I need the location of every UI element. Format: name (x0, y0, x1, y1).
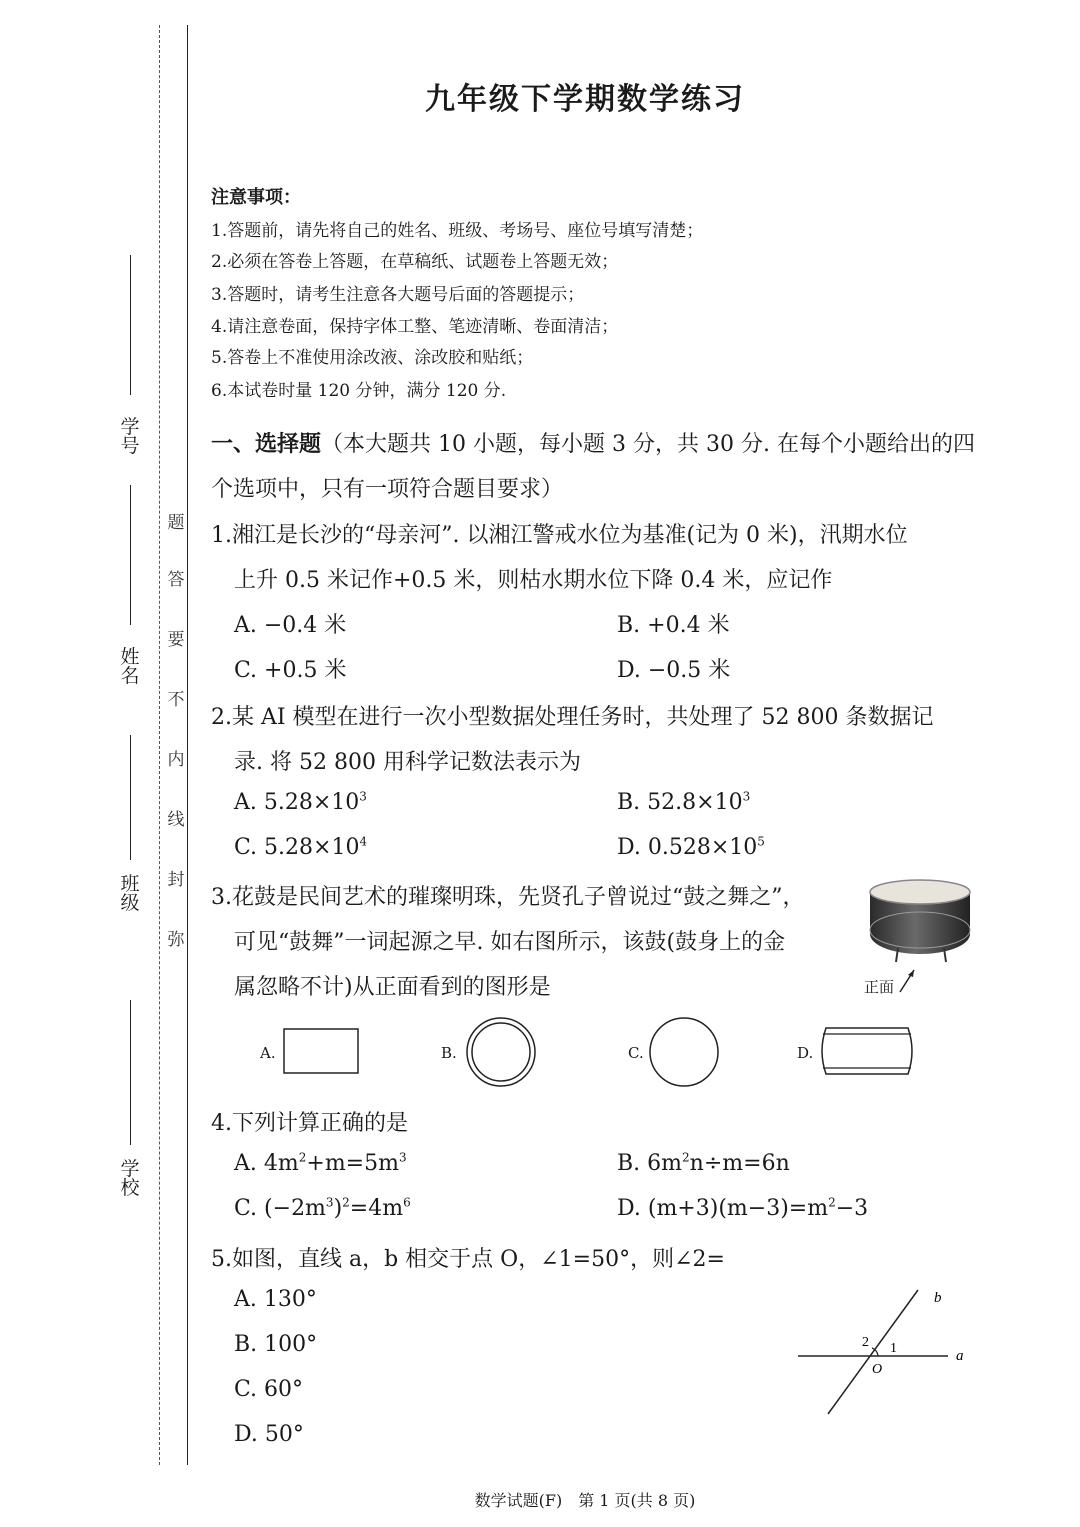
q1-option-b[interactable]: B. +0.4 米 (617, 613, 730, 638)
notice-item: 3.答题时，请考生注意各大题号后面的答题提示； (211, 285, 585, 305)
question-2-stem-cont: 录. 将 52 800 用科学记数法表示为 (234, 750, 581, 775)
q5-option-c[interactable]: C. 60° (234, 1377, 304, 1402)
angle-2-label: 2 (862, 1335, 869, 1350)
page-title: 九年级下学期数学练习 (425, 82, 745, 117)
q3-option-b-double-circle[interactable] (465, 1016, 537, 1088)
student-id-blank[interactable] (130, 255, 131, 395)
notice-item: 2.必须在答卷上答题，在草稿纸、试题卷上答题无效； (211, 252, 619, 272)
drum-front-label: 正面 (864, 978, 895, 996)
school-label: 学 校 (120, 1158, 140, 1199)
school-blank[interactable] (130, 1000, 131, 1145)
question-1-stem: 1.湘江是长沙的“母亲河”. 以湘江警戒水位为基准(记为 0 米)，汛期水位 (211, 523, 908, 548)
line-b (828, 1290, 918, 1414)
q3-option-d-barrel[interactable] (820, 1024, 916, 1078)
q3-option-a-label[interactable]: A. (260, 1044, 276, 1062)
question-4-stem: 4.下列计算正确的是 (211, 1111, 408, 1136)
q4-option-a[interactable]: A. $4m^2+m=5m^3$ (234, 1150, 407, 1176)
notice-item: 4.请注意卷面，保持字体工整、笔迹清晰、卷面清洁； (211, 317, 619, 337)
page-footer: 数学试题(F) 第 1 页(共 8 页) (474, 1491, 696, 1510)
q2-option-d[interactable]: D. $0.528\times 10^5$ (617, 834, 765, 860)
notice-heading: 注意事项： (211, 187, 301, 208)
name-blank[interactable] (130, 485, 131, 625)
seal-char: 答 (167, 570, 185, 590)
q2-option-a[interactable]: A. $5.28\times 10^3$ (234, 789, 367, 815)
q5-option-d[interactable]: D. 50° (234, 1422, 304, 1447)
q4-option-d[interactable]: D. $(m+3)(m-3)=m^2-3$ (617, 1195, 869, 1221)
binding-solid-line (187, 25, 188, 1465)
question-3-stem-cont2: 属忽略不计)从正面看到的图形是 (234, 975, 551, 1000)
q4-option-b[interactable]: B. $6m^2n\div m=6n$ (617, 1150, 790, 1176)
q4-option-c[interactable]: C. $(-2m^3)^2=4m^6$ (234, 1195, 411, 1221)
q2-option-b[interactable]: B. $52.8\times 10^3$ (617, 789, 751, 815)
seal-char: 要 (167, 630, 185, 650)
q1-option-d[interactable]: D. −0.5 米 (617, 658, 731, 683)
q3-option-c-label[interactable]: C. (628, 1044, 644, 1062)
point-o-label: O (872, 1362, 883, 1377)
seal-char: 内 (167, 750, 185, 770)
q3-option-a-rectangle[interactable] (282, 1026, 362, 1076)
class-blank[interactable] (130, 735, 131, 860)
q3-option-b-label[interactable]: B. (441, 1044, 457, 1062)
q5-option-a[interactable]: A. 130° (234, 1287, 317, 1312)
section-description: 个选项中，只有一项符合题目要求） (211, 477, 564, 502)
intersecting-lines-figure (790, 1282, 980, 1422)
seal-char: 线 (167, 810, 185, 830)
seal-char: 弥 (167, 930, 185, 950)
q1-option-c[interactable]: C. +0.5 米 (234, 658, 347, 683)
question-1-stem-cont: 上升 0.5 米记作+0.5 米，则枯水期水位下降 0.4 米，应记作 (234, 568, 833, 593)
q3-option-c-circle[interactable] (648, 1016, 720, 1088)
q5-option-b[interactable]: B. 100° (234, 1332, 318, 1357)
binding-dashed-line (159, 25, 160, 1465)
q1-option-a[interactable]: A. −0.4 米 (234, 613, 347, 638)
seal-char: 不 (167, 690, 185, 710)
line-a-label: a (956, 1348, 964, 1364)
section-heading: 一、选择题（本大题共 10 小题，每小题 3 分，共 30 分. 在每个小题给出的四 (211, 431, 975, 457)
notice-item: 5.答卷上不准使用涂改液、涂改胶和贴纸； (211, 348, 534, 368)
seal-char: 题 (167, 513, 185, 533)
seal-char: 封 (167, 870, 185, 890)
question-5-stem: 5.如图，直线 a，b 相交于点 O，∠1=50°，则∠2= (211, 1247, 725, 1272)
q2-option-c[interactable]: C. $5.28\times 10^4$ (234, 834, 368, 860)
notice-item: 1.答题前，请先将自己的姓名、班级、考场号、座位号填写清楚； (211, 221, 704, 241)
question-3-stem-cont: 可见“鼓舞”一词起源之早. 如右图所示，该鼓(鼓身上的金 (234, 930, 786, 955)
name-label: 姓 名 (120, 646, 140, 687)
notice-item: 6.本试卷时量 120 分钟，满分 120 分. (211, 381, 507, 401)
student-id-label: 学 号 (120, 416, 140, 457)
question-2-stem: 2.某 AI 模型在进行一次小型数据处理任务时，共处理了 52 800 条数据记 (211, 705, 934, 730)
question-3-stem: 3.花鼓是民间艺术的璀璨明珠，先贤孔子曾说过“鼓之舞之”， (211, 885, 805, 910)
angle-1-label: 1 (890, 1341, 897, 1356)
class-label: 班 级 (120, 873, 140, 914)
q3-option-d-label[interactable]: D. (797, 1044, 814, 1062)
line-b-label: b (934, 1290, 942, 1306)
